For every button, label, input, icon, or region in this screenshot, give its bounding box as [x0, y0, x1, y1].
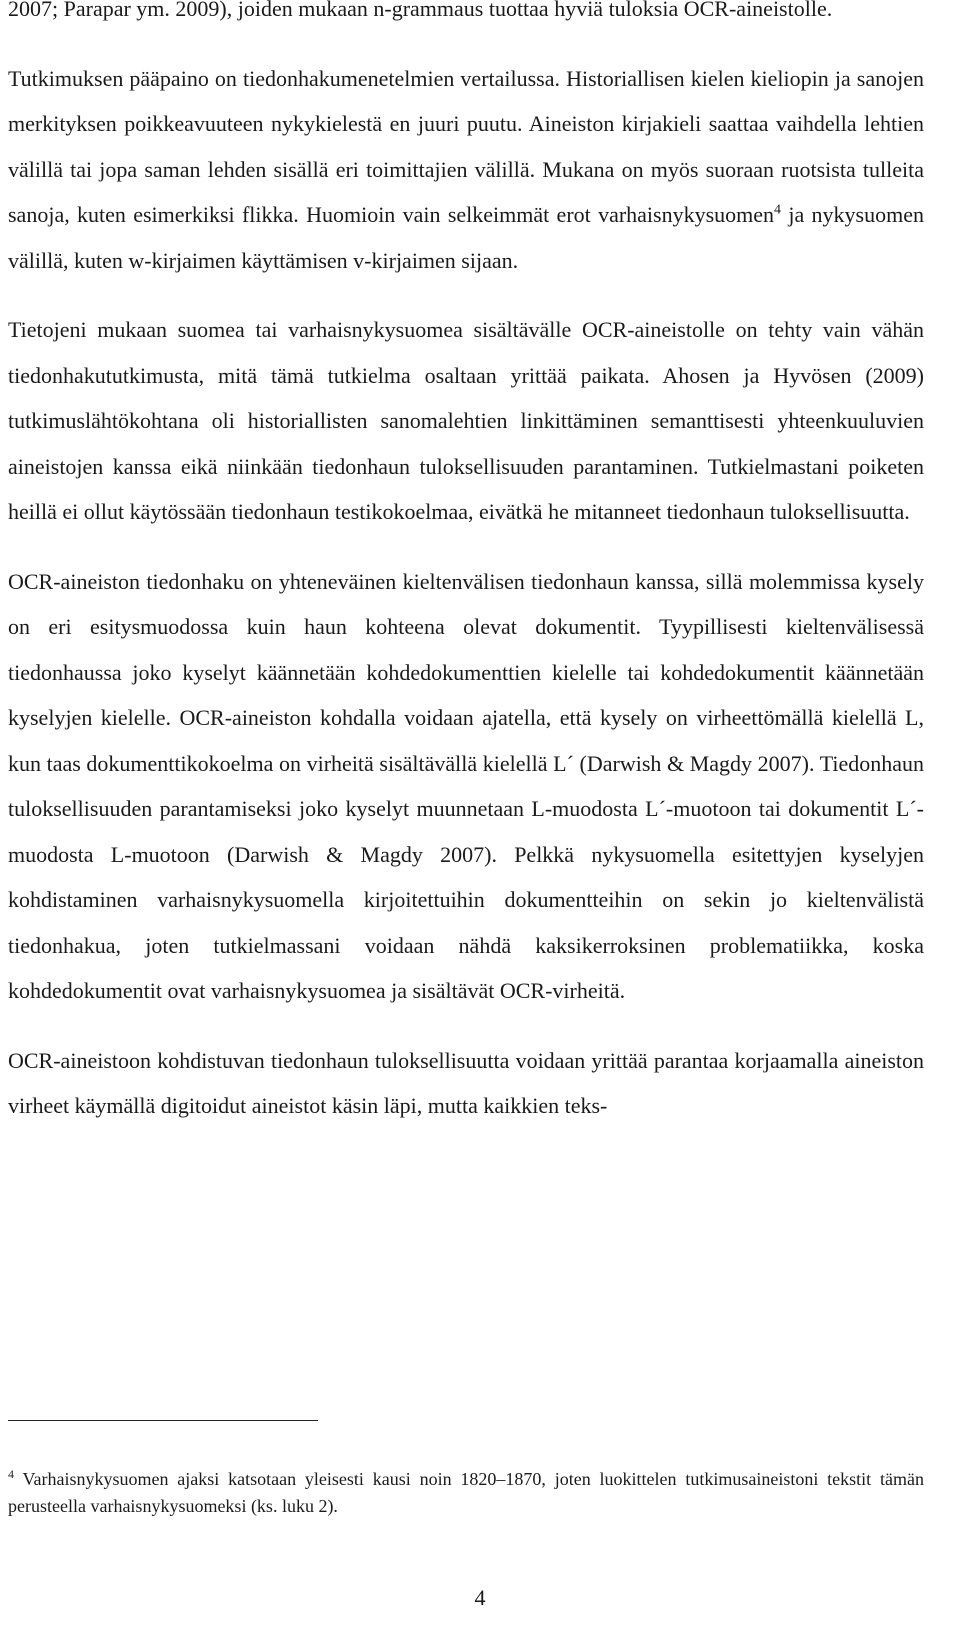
paragraph-3: Tietojeni mukaan suomea tai varhaisnykysuomea sisältävälle OCR-aineistolle on tehty vain vähän tiedonhakututkimusta, mitä tämä tutkielma osaltaan yrittää paikata. Ahosen ja Hyvösen (2009) tutkimuslähtökohtana oli historiallisten sanomalehtien linkittäminen semanttisesti yhteenkuuluvien aineistojen kanssa eikä niinkään tiedonhaun tuloksellisuuden parantaminen. Tutkielmastani poiketen heillä ei ollut käytössään tiedonhaun testikokoelmaa, eivätkä he mitanneet tiedonhaun tuloksellisuutta. — [8, 317, 924, 524]
paragraph-4: OCR-aineiston tiedonhaku on yhteneväinen kieltenvälisen tiedonhaun kanssa, sillä molemmissa kysely on eri esitysmuodossa kuin haun kohteena olevat dokumentit. Tyypillisesti kieltenvälisessä tiedonhaussa joko kyselyt käännetään kohdedokumenttien kielelle tai kohdedokumentit käännetään kyselyjen kielelle. OCR-aineiston kohdalla voidaan ajatella, että kysely on virheettömällä kielellä L, kun taas dokumenttikokoelma on virheitä sisältävällä kielellä L´ (Darwish & Magdy 2007). Tiedonhaun tuloksellisuuden parantamiseksi joko kyselyt muunnetaan L-muodosta L´-muotoon tai dokumentit L´-muodosta L-muotoon (Darwish & Magdy 2007). Pelkkä nykysuomella esitettyjen kyselyjen kohdistaminen varhaisnykysuomella kirjoitettuihin dokumentteihin on sekin jo kieltenvälistä tiedonhakua, joten tutkielmassani voidaan nähdä kaksikerroksinen problematiikka, koska kohdedokumentit ovat varhaisnykysuomea ja sisältävät OCR-virheitä. — [8, 568, 924, 1003]
footnote — [8, 1466, 924, 1520]
footnote-separator — [8, 1420, 318, 1421]
footnote-reference-marker: 4 — [774, 202, 782, 218]
document-body — [8, 0, 924, 1153]
footnote-marker: 4 — [8, 1467, 14, 1481]
paragraph-2-text-start: Tutkimuksen pääpaino on tiedonhakumenetelmien vertailussa. Historiallisen kielen kieliopin ja sanojen merkityksen poikkeavuuteen nykykielestä en juuri puutu. Aineiston kirjakieli saattaa vaihdella lehtien välillä tai jopa saman lehden sisällä eri toimittajien välillä. Mukana on myös suoraan ruotsista tulleita sanoja, kuten esimerkiksi flikka. Huomioin vain selkeimmät erot varhaisnykysuomen — [8, 65, 924, 227]
paragraph-1: 2007; Parapar ym. 2009), joiden mukaan n-grammaus tuottaa hyviä tuloksia OCR-aineistolle. — [8, 0, 833, 21]
paragraph-2-text-end: ja nykysuomen välillä, kuten w-kirjaimen käyttämisen v-kirjaimen sijaan. — [8, 202, 924, 273]
page-number: 4 — [474, 1585, 486, 1610]
paragraph-2 — [8, 56, 924, 284]
paragraph-5: OCR-aineistoon kohdistuvan tiedonhaun tuloksellisuutta voidaan yrittää parantaa korjaamalla aineiston virheet käymällä digitoidut aineistot käsin läpi, mutta kaikkien teks- — [8, 1047, 924, 1118]
footnote-text: Varhaisnykysuomen ajaksi katsotaan yleisesti kausi noin 1820–1870, joten luokittelen tutkimusaineistoni tekstit tämän perusteella varhaisnykysuomeksi (ks. luku 2). — [8, 1469, 924, 1516]
